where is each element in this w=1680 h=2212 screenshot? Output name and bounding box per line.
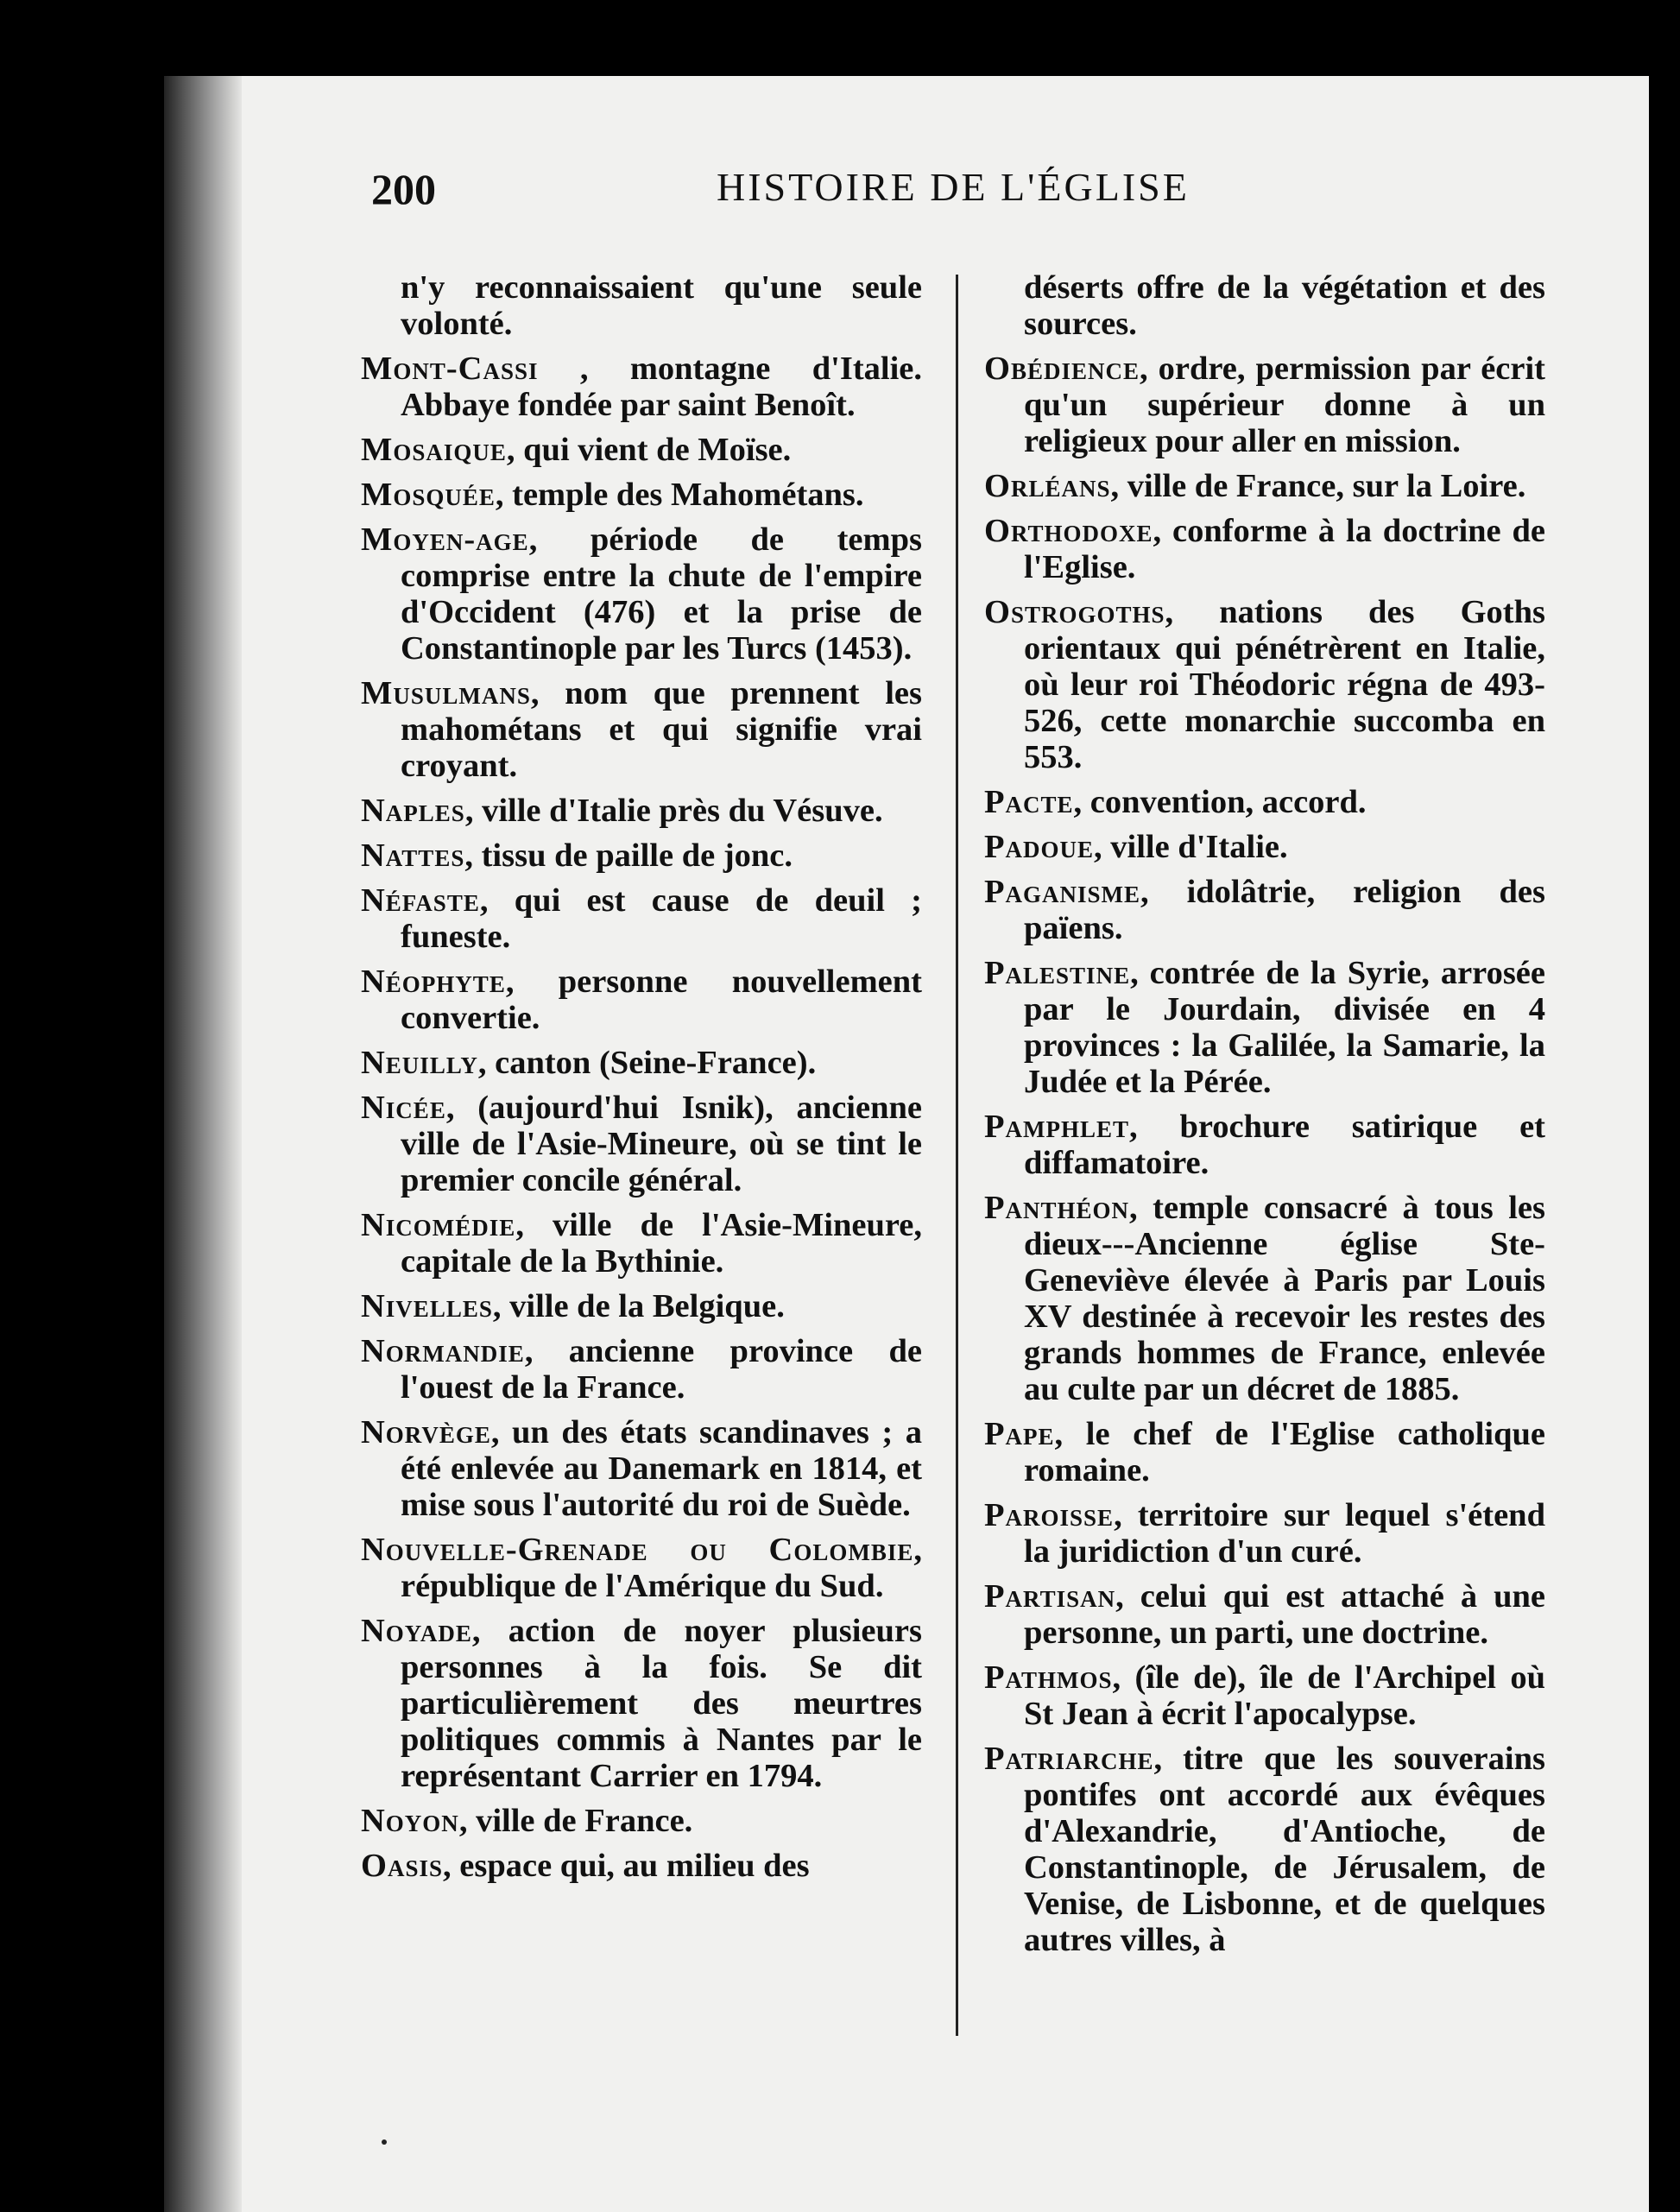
- entry-headword: Orléans: [984, 468, 1111, 504]
- dictionary-entry: [984, 269, 1545, 342]
- entry-headword: Nivelles: [361, 1288, 493, 1324]
- dictionary-entry: [361, 1288, 922, 1324]
- entry-definition: , conforme à la doctrine de l'Eglise.: [1024, 513, 1545, 585]
- entry-definition: , nations des Goths orientaux qui pénétrèrent en Italie, où leur roi Théodoric régna de 493-526, cette monarchie succomba en 553.: [1024, 594, 1545, 775]
- entry-definition: , le chef de l'Eglise catholique romaine.: [1024, 1416, 1545, 1488]
- left-column: [361, 269, 922, 1893]
- entry-definition: , action de noyer plusieurs personnes à la fois. Se dit particulièrement des meurtres politiques commis à Nantes par le représentant Carrier en 1794.: [401, 1613, 922, 1794]
- entry-definition: , ville de France.: [458, 1803, 693, 1839]
- entry-definition: , ancienne province de l'ouest de la France.: [401, 1333, 922, 1406]
- dictionary-entry: [984, 351, 1545, 459]
- dictionary-entry: [361, 1803, 922, 1839]
- entry-headword: Paganisme: [984, 874, 1141, 910]
- entry-headword: Obédience: [984, 351, 1140, 387]
- dictionary-entry: [361, 1090, 922, 1198]
- page-number: 200: [371, 165, 436, 213]
- dictionary-entry: [984, 874, 1545, 946]
- dictionary-entry: [984, 1741, 1545, 1958]
- page-header: [0, 164, 1680, 224]
- entry-definition: , ville d'Italie.: [1094, 829, 1288, 865]
- entry-headword: Neuilly: [361, 1045, 478, 1081]
- entry-headword: Néfaste: [361, 882, 480, 919]
- entry-definition: , celui qui est attaché à une personne, un parti, une doctrine.: [1024, 1578, 1545, 1651]
- entry-headword: Néophyte: [361, 964, 506, 1000]
- dictionary-entry: [984, 829, 1545, 865]
- entry-definition: , ville de France, sur la Loire.: [1110, 468, 1526, 504]
- entry-definition: , brochure satirique et diffamatoire.: [1024, 1109, 1545, 1181]
- dictionary-entry: [361, 269, 922, 342]
- entry-definition: , nom que prennent les mahométans et qui signifie vrai croyant.: [401, 675, 922, 784]
- entry-headword: Oasis: [361, 1848, 443, 1884]
- entry-definition: , un des états scandinaves ; a été enlevée au Danemark en 1814, et mise sous l'autorité du roi de Suède.: [401, 1414, 922, 1523]
- dictionary-entry: [984, 1659, 1545, 1732]
- entry-headword: Patriarche: [984, 1741, 1154, 1777]
- entry-headword: Noyon: [361, 1803, 459, 1839]
- entry-definition: , personne nouvellement convertie.: [401, 964, 922, 1036]
- entry-headword: Pathmos: [984, 1659, 1113, 1696]
- dictionary-entry: [984, 1416, 1545, 1488]
- entry-definition: , qui vient de Moïse.: [506, 432, 792, 468]
- dictionary-entry: [984, 1578, 1545, 1651]
- entry-definition: n'y reconnaissaient qu'une seule volonté.: [401, 269, 922, 342]
- entry-headword: Padoue: [984, 829, 1095, 865]
- entry-headword: Nicomédie: [361, 1207, 516, 1243]
- dictionary-entry: [984, 784, 1545, 820]
- dictionary-entry: [361, 477, 922, 513]
- entry-definition: , espace qui, au milieu des: [443, 1848, 810, 1884]
- entry-definition: , contrée de la Syrie, arrosée par le Jourdain, divisée en 4 provinces : la Galilée, la Samarie, la Judée et la Pérée.: [1024, 955, 1545, 1100]
- dictionary-entry: [984, 1497, 1545, 1570]
- entry-definition: , ville de la Belgique.: [492, 1288, 785, 1324]
- dictionary-entry: [984, 594, 1545, 775]
- dictionary-entry: [361, 1333, 922, 1406]
- entry-headword: Mosaique: [361, 432, 507, 468]
- entry-headword: Mont-Cassi: [361, 351, 539, 387]
- entry-headword: Nattes: [361, 837, 465, 874]
- entry-headword: Palestine: [984, 955, 1131, 991]
- entry-headword: Partisan: [984, 1578, 1116, 1615]
- entry-definition: , titre que les souverains pontifes ont accordé aux évêques d'Alexandrie, d'Antioche, de Constantinople, de Jérusalem, de Venise, de Lisbonne, et de quelques autres villes, à: [1024, 1741, 1545, 1958]
- entry-definition: , canton (Seine-France).: [477, 1045, 817, 1081]
- entry-definition: , idolâtrie, religion des païens.: [1024, 874, 1545, 946]
- dictionary-entry: [361, 793, 922, 829]
- dictionary-entry: [361, 837, 922, 874]
- entry-headword: Panthéon: [984, 1190, 1130, 1226]
- dictionary-entry: [361, 351, 922, 423]
- dictionary-entry: [361, 1207, 922, 1280]
- entry-headword: Moyen-age: [361, 521, 529, 558]
- entry-headword: Pamphlet: [984, 1109, 1130, 1145]
- entry-headword: Orthodoxe: [984, 513, 1153, 549]
- entry-definition: , temple des Mahométans.: [495, 477, 864, 513]
- dictionary-entry: [361, 675, 922, 784]
- entry-headword: Pacte: [984, 784, 1074, 820]
- dictionary-entry: [984, 468, 1545, 504]
- entry-definition: , territoire sur lequel s'étend la juridiction d'un curé.: [1024, 1497, 1545, 1570]
- right-column: [984, 269, 1545, 1967]
- ink-speck: [382, 2139, 387, 2145]
- entry-headword: Norvège: [361, 1414, 491, 1450]
- entry-definition: , (île de), île de l'Archipel où St Jean à écrit l'apocalypse.: [1024, 1659, 1545, 1732]
- entry-definition: , ordre, permission par écrit qu'un supérieur donne à un religieux pour aller en mission.: [1024, 351, 1545, 459]
- dictionary-entry: [361, 1613, 922, 1794]
- entry-headword: Musulmans: [361, 675, 531, 711]
- dictionary-entry: [361, 1045, 922, 1081]
- entry-headword: Mosquée: [361, 477, 496, 513]
- entry-definition: , convention, accord.: [1073, 784, 1367, 820]
- entry-definition: , montagne d'Italie. Abbaye fondée par saint Benoît.: [401, 351, 922, 423]
- entry-headword: Nouvelle-Grenade ou Colombie: [361, 1532, 914, 1568]
- entry-definition: , tissu de paille de jonc.: [464, 837, 793, 874]
- entry-definition: , république de l'Amérique du Sud.: [401, 1532, 922, 1604]
- entry-headword: Pape: [984, 1416, 1055, 1452]
- entry-definition: , qui est cause de deuil ; funeste.: [401, 882, 922, 955]
- entry-definition: déserts offre de la végétation et des sources.: [1024, 269, 1545, 342]
- entry-headword: Normandie: [361, 1333, 525, 1369]
- entry-definition: , ville de l'Asie-Mineure, capitale de la Bythinie.: [401, 1207, 922, 1280]
- running-title: HISTOIRE DE L'ÉGLISE: [717, 165, 1190, 209]
- dictionary-entry: [361, 1848, 922, 1884]
- dictionary-entry: [361, 882, 922, 955]
- entry-headword: Noyade: [361, 1613, 472, 1649]
- entry-definition: , temple consacré à tous les dieux---Ancienne église Ste-Geneviève élevée à Paris par Louis XV destinée à recevoir les restes des grands hommes de France, enlevée au culte par un décret de 1885.: [1024, 1190, 1545, 1407]
- dictionary-entry: [984, 1190, 1545, 1407]
- dictionary-entry: [984, 955, 1545, 1100]
- dictionary-entry: [984, 513, 1545, 585]
- dictionary-entry: [361, 432, 922, 468]
- entry-headword: Naples: [361, 793, 465, 829]
- entry-definition: , période de temps comprise entre la chute de l'empire d'Occident (476) et la prise de Constantinople par les Turcs (1453).: [401, 521, 922, 667]
- dictionary-entry: [361, 521, 922, 667]
- dictionary-entry: [361, 1414, 922, 1523]
- entry-headword: Paroisse: [984, 1497, 1115, 1533]
- entry-definition: , (aujourd'hui Isnik), ancienne ville de l'Asie-Mineure, où se tint le premier concile général.: [401, 1090, 922, 1198]
- column-divider: [956, 275, 958, 2036]
- book-gutter-shadow: [164, 76, 242, 2212]
- entry-headword: Nicée: [361, 1090, 446, 1126]
- entry-headword: Ostrogoths: [984, 594, 1165, 630]
- dictionary-entry: [361, 1532, 922, 1604]
- entry-definition: , ville d'Italie près du Vésuve.: [464, 793, 883, 829]
- dictionary-entry: [984, 1109, 1545, 1181]
- dictionary-entry: [361, 964, 922, 1036]
